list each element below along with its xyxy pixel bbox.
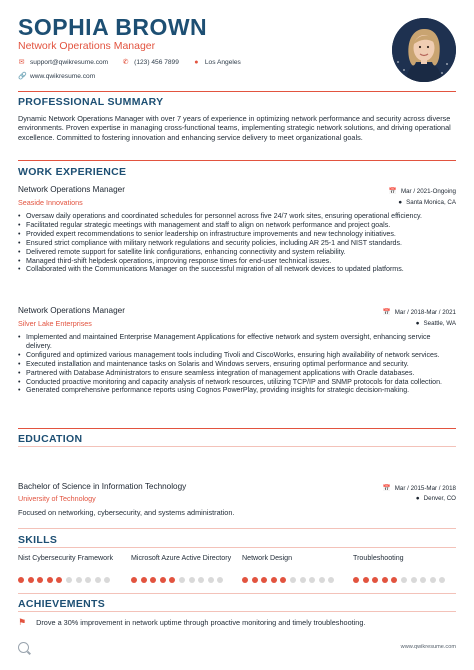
skill-rating [353,577,449,583]
phone-text: (123) 456 7899 [134,58,179,66]
location-text: Los Angeles [204,58,241,66]
job-company: Seaside Innovations [18,198,83,207]
job-location [416,320,456,327]
education-dates-text: Mar / 2015-Mar / 2018 [394,484,456,492]
divider [18,547,456,548]
rating-dot-empty [189,577,195,583]
list-item: • Ensured strict compliance with military network regulations and security policies, including AR 25-1 and NIST standards. [18,239,450,248]
divider [18,446,456,447]
list-item: • Conducted proactive monitoring and capacity analysis of network resources, utilizing TCP/IP and SNMP protocols for data collection. [18,378,450,387]
section-title: SKILLS [18,534,58,546]
rating-dot-empty [328,577,334,583]
job-dates-text: Mar / 2018-Mar / 2021 [394,308,456,316]
skill-rating [131,577,227,583]
rating-dot-empty [217,577,223,583]
rating-dot-filled [382,577,388,583]
rating-dot-filled [160,577,166,583]
job-title: Network Operations Manager [18,306,125,315]
degree-title: Bachelor of Science in Information Technology [18,482,187,491]
map-pin-icon: ● [415,320,420,327]
section-title: EDUCATION [18,433,83,445]
list-item: • Managed third-shift helpdesk operations, improving response times for end-user technical issues. [18,257,450,266]
map-pin-icon: ● [398,199,403,206]
rating-dot-empty [104,577,110,583]
trophy-icon: ⚑ [18,617,27,627]
calendar-icon: 📅 [382,309,391,316]
rating-dot-empty [411,577,417,583]
education-focus: Focused on networking, cybersecurity, and systems administration. [18,508,235,517]
rating-dot-empty [430,577,436,583]
envelope-icon: ✉ [18,59,25,66]
contact-email[interactable] [18,58,108,66]
rating-dot-filled [150,577,156,583]
contact-row [18,58,255,66]
section-skills [18,534,456,546]
job-bullets [18,333,450,395]
divider [18,160,456,161]
school-name: University of Technology [18,494,96,503]
map-pin-icon: ● [194,58,199,66]
job-location [398,199,456,206]
rating-dot-empty [439,577,445,583]
rating-dot-filled [391,577,397,583]
rating-dot-empty [401,577,407,583]
contact-location [193,59,241,66]
job-location-text: Santa Monica, CA [406,199,456,206]
calendar-icon: 📅 [382,485,391,492]
rating-dot-filled [18,577,24,583]
job-bullets [18,212,450,274]
rating-dot-empty [290,577,296,583]
list-item: • Implemented and maintained Enterprise Management Applications for effective network and system oversight, enhancing service delivery. [18,333,450,351]
website-text: www.qwikresume.com [30,72,96,80]
candidate-role: Network Operations Manager [18,40,156,52]
list-item: • Oversaw daily operations and coordinated schedules for personnel across five 24/7 work sites, ensuring operational efficiency. [18,212,450,221]
job-dates [389,187,456,195]
skill-name: Network Design [242,554,293,562]
list-item: • Generated comprehensive performance reports using Cognos PowerPlay, providing insights for strategic decision-making. [18,386,450,395]
skill-name: Nist Cybersecurity Framework [18,554,113,562]
section-professional-summary [18,96,456,108]
divider [18,428,456,429]
rating-dot-filled [280,577,286,583]
job-dates-text: Mar / 2021-Ongoing [400,187,456,195]
rating-dot-empty [179,577,185,583]
footer-site[interactable]: www.qwikresume.com [400,644,456,650]
rating-dot-filled [271,577,277,583]
rating-dot-empty [300,577,306,583]
rating-dot-filled [372,577,378,583]
section-education [18,433,456,445]
rating-dot-empty [95,577,101,583]
rating-dot-filled [353,577,359,583]
rating-dot-empty [208,577,214,583]
contact-website[interactable] [18,72,95,80]
section-achievements [18,598,456,610]
rating-dot-empty [85,577,91,583]
contact-phone [122,58,179,66]
skill-name: Troubleshooting [353,554,404,562]
rating-dot-filled [252,577,258,583]
skill-rating [18,577,114,583]
rating-dot-filled [141,577,147,583]
divider [18,528,456,529]
divider [18,593,456,594]
rating-dot-empty [319,577,325,583]
job-location-text: Seattle, WA [423,320,456,327]
rating-dot-filled [169,577,175,583]
divider [18,91,456,92]
job-company: Silver Lake Enterprises [18,319,92,328]
list-item: • Configured and optimized various management tools including Tivoli and CiscoWorks, ensuring high availability of network services. [18,351,450,360]
skill-name: Microsoft Azure Active Directory [131,554,232,562]
job-title: Network Operations Manager [18,185,125,194]
section-work-experience [18,166,456,178]
phone-icon: ✆ [122,59,129,66]
summary-text: Dynamic Network Operations Manager with over 7 years of experience in optimizing network performance and security across diverse environments. Proven expertise in managing cross-functional teams, implementing strategic network solutions, and driving operational excellence. Committed to fostering innovation and enhancing service delivery to meet organizational goals. [18,114,451,142]
rating-dot-empty [198,577,204,583]
education-location [416,495,456,502]
list-item: • Collaborated with the Communications Manager on the successful migration of all network devices to updated platforms. [18,265,450,274]
list-item: • Facilitated regular strategic meetings with management and staff to align on network performance and project goals. [18,221,450,230]
avatar [392,18,456,82]
rating-dot-filled [56,577,62,583]
qwikresume-logo-icon [18,642,29,653]
rating-dot-filled [131,577,137,583]
section-title: WORK EXPERIENCE [18,166,127,178]
job-dates [383,308,456,316]
candidate-name: SOPHIA BROWN [18,14,208,40]
footer [18,641,456,655]
section-title: ACHIEVEMENTS [18,598,106,610]
list-item: • Delivered remote support for satellite link configurations, enhancing connectivity and system reliability. [18,248,450,257]
rating-dot-empty [420,577,426,583]
list-item: • Partnered with Database Administrators to ensure seamless integration of management applications with Oracle databases. [18,369,450,378]
achievement-item [18,617,365,628]
contact-row-web [18,72,109,80]
section-title: PROFESSIONAL SUMMARY [18,96,164,108]
calendar-icon: 📅 [388,188,397,195]
rating-dot-filled [47,577,53,583]
rating-dot-empty [66,577,72,583]
education-location-text: Denver, CO [423,495,456,502]
skill-rating [242,577,338,583]
rating-dot-empty [309,577,315,583]
link-icon: 🔗 [18,73,27,80]
rating-dot-filled [28,577,34,583]
email-text: support@qwikresume.com [30,58,109,66]
list-item: • Executed installation and maintenance tasks on Solaris and Windows servers, ensuring optimal performance and security. [18,360,450,369]
rating-dot-empty [76,577,82,583]
list-item: • Provided expert recommendations to senior leadership on infrastructure improvements and new technology initiatives. [18,230,450,239]
rating-dot-filled [261,577,267,583]
divider [18,611,456,612]
education-dates [383,484,456,492]
map-pin-icon: ● [415,495,420,502]
rating-dot-filled [37,577,43,583]
achievement-text: Drove a 30% improvement in network uptime through proactive monitoring and timely troubleshooting. [36,618,366,627]
rating-dot-filled [242,577,248,583]
rating-dot-filled [363,577,369,583]
